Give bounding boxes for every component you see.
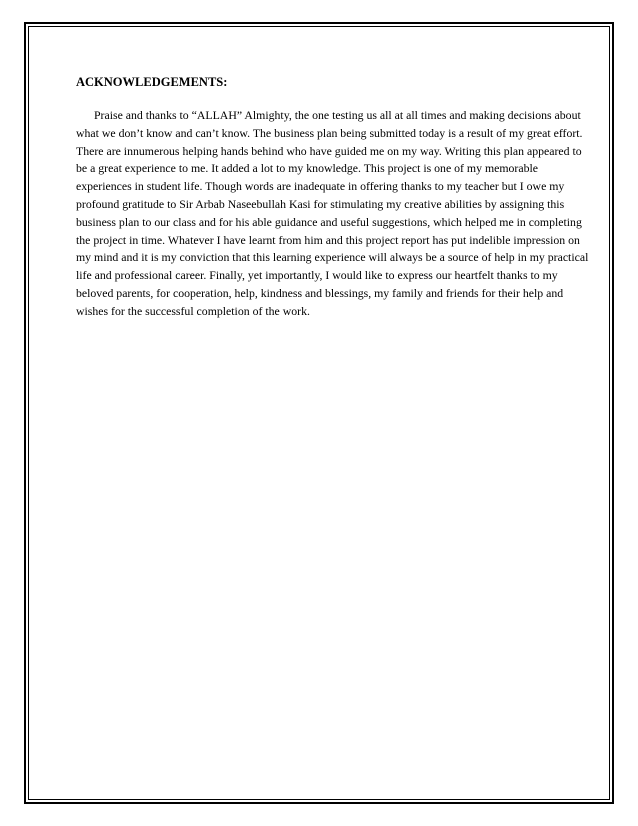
acknowledgements-paragraph: Praise and thanks to “ALLAH” Almighty, the one testing us all at all times and making decisions about what we don’t know and can’t know. The business plan being submitted today is a result of my great effort. There are innumerous helping hands behind who have guided me on my way. Writing this plan appeared to be a great experience to me. It added a lot to my knowledge. This project is one of my memorable experiences in student life. Though words are inadequate in offering thanks to my teacher but I owe my profound gratitude to Sir Arbab Naseebullah Kasi for stimulating my creative abilities by assigning this business plan to our class and for his able guidance and useful suggestions, which helped me in completing the project in time. Whatever I have learnt from him and this project report has put indelible impression on my mind and it is my conviction that this learning experience will always be a source of help in my practical life and professional career. Finally, yet importantly, I would like to express our heartfelt thanks to my beloved parents, for cooperation, help, kindness and blessings, my family and friends for their help and wishes for the successful completion of the work. (76, 108, 589, 318)
document-body (76, 74, 591, 321)
acknowledgements-heading: ACKNOWLEDGEMENTS: (76, 75, 228, 89)
